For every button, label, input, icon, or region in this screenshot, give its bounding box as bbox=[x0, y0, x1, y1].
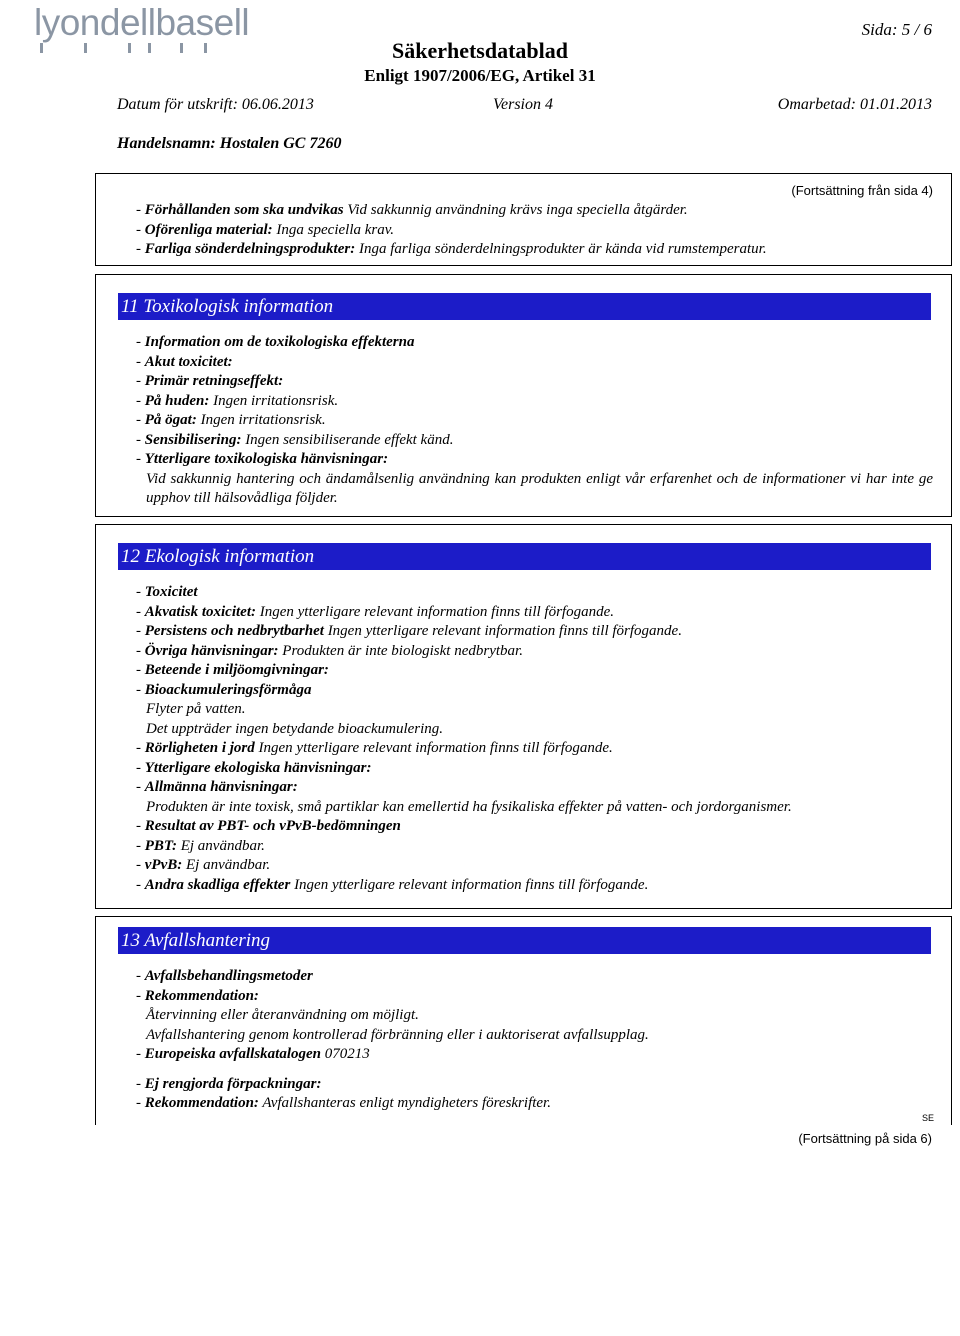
text-line: - Oförenliga material: Inga speciella krav. bbox=[136, 221, 395, 238]
text-line: - Ytterligare ekologiska hänvisningar: bbox=[136, 759, 372, 776]
text-line: - Akvatisk toxicitet: Ingen ytterligare relevant information finns till förfogande. bbox=[136, 603, 614, 620]
text-line: - Rekommendation: Avfallshanteras enligt myndigheters föreskrifter. bbox=[136, 1095, 551, 1111]
text-line: Avfallshantering genom kontrollerad förbränning eller i auktoriserat avfallsupplag. bbox=[146, 1026, 649, 1043]
text-line: - Rörligheten i jord Ingen ytterligare relevant information finns till förfogande. bbox=[136, 740, 613, 756]
section-12-title: 12 Ekologisk information bbox=[118, 543, 931, 570]
section-12-box bbox=[95, 524, 952, 909]
company-logo: lyondellbasell bbox=[34, 2, 250, 43]
text-line: - Bioackumuleringsförmåga bbox=[136, 681, 312, 698]
text-line: - Sensibilisering: Ingen sensibiliserande effekt känd. bbox=[136, 431, 454, 448]
text-line: Det uppträder ingen betydande bioackumulering. bbox=[146, 720, 444, 737]
text-line: - Beteende i miljöomgivningar: bbox=[136, 662, 329, 678]
document-title: Säkerhetsdatablad bbox=[391, 38, 569, 63]
text-line: Återvinning eller återanvändning om möjligt. bbox=[146, 1007, 419, 1023]
paragraph: Vid sakkunnig hantering och ändamålsenlig användning kan produkten enligt vår erfarenhet och de informationer vi har inte ge upphov till hälsovådliga följder. bbox=[146, 470, 933, 506]
text-line: - Allmänna hänvisningar: bbox=[136, 779, 298, 795]
section-13-title: 13 Avfallshantering bbox=[118, 927, 931, 954]
section-13-box bbox=[95, 916, 952, 1125]
page-number: Sida: 5 / 6 bbox=[861, 20, 932, 39]
continued-from-note: (Fortsättning från sida 4) bbox=[791, 183, 933, 198]
version: Version 4 bbox=[493, 96, 553, 113]
text-line: - Information om de toxikologiska effekterna bbox=[136, 334, 415, 350]
text-line: - Primär retningseffekt: bbox=[136, 373, 284, 389]
text-line: - PBT: Ej användbar. bbox=[136, 837, 265, 854]
text-line: - Övriga hänvisningar: Produkten är inte biologiskt nedbrytbar. bbox=[136, 642, 523, 659]
text-line: - Rekommendation: bbox=[136, 987, 259, 1004]
document-subtitle: Enligt 1907/2006/EG, Artikel 31 bbox=[364, 66, 596, 85]
text-line: - Toxicitet bbox=[136, 584, 198, 600]
text-line: - Andra skadliga effekter Ingen ytterligare relevant information finns till förfogande. bbox=[136, 876, 649, 893]
language-code: SE bbox=[922, 1113, 935, 1123]
text-line: Produkten är inte toxisk, små partiklar kan emellertid ha fysikaliska effekter på vatten- och jordorganismer. bbox=[146, 798, 792, 815]
text-line: - Resultat av PBT- och vPvB-bedömningen bbox=[136, 818, 401, 834]
text-line: - Akut toxicitet: bbox=[136, 353, 233, 370]
text-line: - Farliga sönderdelningsprodukter: Inga farliga sönderdelningsprodukter är kända vid rumstemperatur. bbox=[136, 241, 767, 257]
text-line: - vPvB: Ej användbar. bbox=[136, 857, 271, 873]
text-line: Flyter på vatten. bbox=[146, 701, 246, 717]
text-line: - Ytterligare toxikologiska hänvisningar: bbox=[136, 451, 389, 467]
text-line: - Förhållanden som ska undvikas Vid sakkunnig användning krävs inga speciella åtgärder. bbox=[136, 202, 688, 218]
text-line: - Persistens och nedbrytbarhet Ingen ytterligare relevant information finns till förfogande. bbox=[136, 623, 682, 639]
section-10-continuation bbox=[95, 173, 952, 266]
revised-date: Omarbetad: 01.01.2013 bbox=[777, 96, 932, 113]
text-line: - Ej rengjorda förpackningar: bbox=[136, 1075, 322, 1092]
section-11-title: 11 Toxikologisk information bbox=[118, 293, 931, 320]
text-line: - På ögat: Ingen irritationsrisk. bbox=[136, 412, 326, 428]
print-date: Datum för utskrift: 06.06.2013 bbox=[117, 96, 314, 113]
product-name: Handelsnamn: Hostalen GC 7260 bbox=[117, 135, 342, 152]
text-line: - På huden: Ingen irritationsrisk. bbox=[136, 392, 339, 409]
continued-to-note: (Fortsättning på sida 6) bbox=[798, 1131, 932, 1146]
text-line: - Avfallsbehandlingsmetoder bbox=[136, 968, 313, 984]
section-11-box bbox=[95, 274, 952, 517]
text-line: - Europeiska avfallskatalogen 070213 bbox=[136, 1046, 370, 1062]
